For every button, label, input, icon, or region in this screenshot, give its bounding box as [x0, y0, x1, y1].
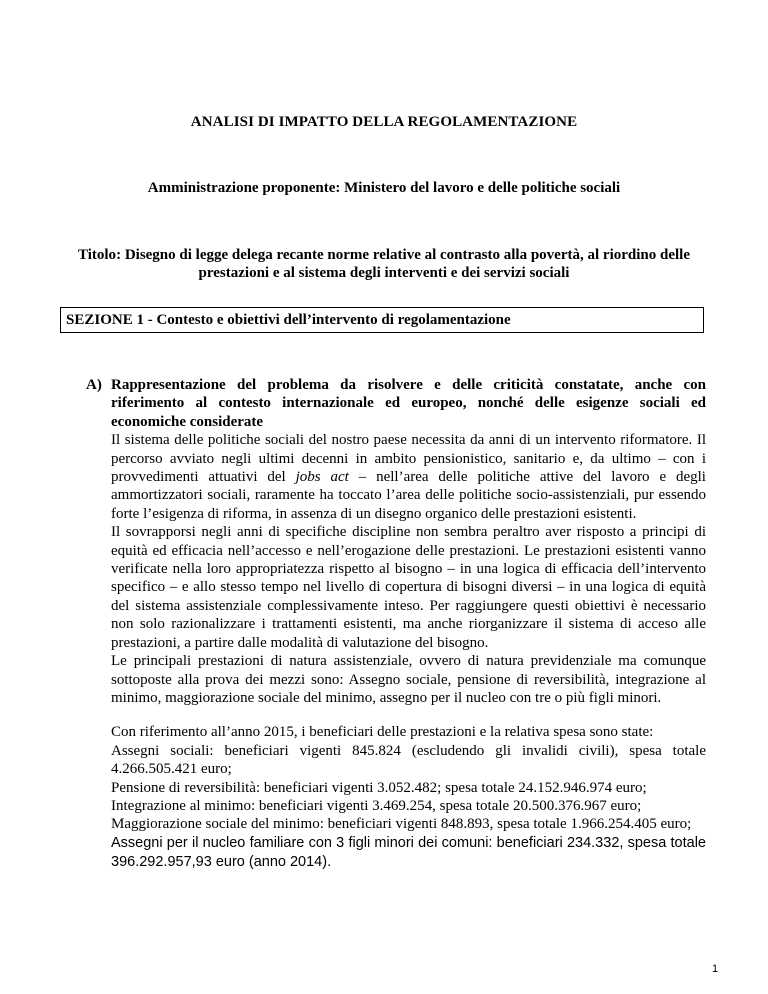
paragraph-1 — [111, 431, 706, 523]
bill-title-block — [70, 246, 698, 282]
part-a-heading: Rappresentazione del problema da risolvere e delle criticità constatate, anche con riferimento al contesto internazionale ed europeo, nonché delle esigenze sociali ed economiche considerate — [111, 377, 706, 430]
part-a-content — [111, 376, 706, 872]
integrazione-minimo-line: Integrazione al minimo: beneficiari vigenti 3.469.254, spesa totale 20.500.376.967 euro; — [111, 797, 642, 814]
bill-title-text: Disegno di legge delega recante norme relative al contrasto alla povertà, al riordino delle prestazioni e al sistema degli interventi e dei servizi sociali — [124, 247, 690, 281]
paragraph-4: Con riferimento all’anno 2015, i beneficiari delle prestazioni e la relativa spesa sono state: — [111, 724, 654, 741]
paragraph-2: Il sovrapporsi negli anni di specifiche discipline non sembra peraltro aver risposto a principi di equità ed efficacia nell’accesso e nell’erogazione delle prestazioni. Le prestazioni esistenti vanno verificate nella loro appropriatezza rispetto al bisogno – in una logica di efficacia dell’intervento specifico – e allo stesso tempo nel livello di copertura di bisogni diversi – in una logica di equità del sistema assistenziale complessivamente inteso. Per raggiungere questi obiettivi è necessario non solo razionalizzare i trattamenti esistenti, ma anche riorganizzare il sistema di acceso alle prestazioni, a partire dalle modalità di valutazione del bisogno. — [111, 524, 706, 651]
jobs-act-term: jobs act — [295, 469, 349, 486]
paragraph-1-start: Il sistema delle politiche sociali del nostro paese necessita da anni di un intervento riformatore. Il percorso avviato negli ultimi decenni in ambito pensionistico, sanitario e, da ultimo – con i provvedimenti attuativi del — [111, 432, 706, 486]
document-title: ANALISI DI IMPATTO DELLA REGOLAMENTAZIONE — [190, 114, 578, 130]
part-a — [86, 376, 706, 872]
part-a-marker: A) — [86, 377, 102, 393]
paragraph-3: Le principali prestazioni di natura assistenziale, ovvero di natura previdenziale ma comunque sottoposte alla prova dei mezzi sono: Assegno sociale, pensione di reversibilità, integrazione al minimo, maggiorazione sociale del minimo, assegno per il nucleo con tre o più figli minori. — [111, 653, 706, 706]
assegni-sociali-line: Assegni sociali: beneficiari vigenti 845.824 (escludendo gli invalidi civili), spesa totale 4.266.505.421 euro; — [111, 742, 706, 778]
assegni-nucleo-line: Assegni per il nucleo familiare con 3 figli minori dei comuni: beneficiari 234.332, spesa totale 396.292.957,93 euro (anno 2014). — [111, 834, 706, 870]
maggiorazione-sociale-line: Maggiorazione sociale del minimo: beneficiari vigenti 848.893, spesa totale 1.966.254.405 euro; — [111, 816, 692, 833]
section-heading-box: SEZIONE 1 - Contesto e obiettivi dell’intervento di regolamentazione — [60, 307, 704, 333]
bill-title-label: Titolo — [77, 247, 117, 263]
reversibilita-line: Pensione di reversibilità: beneficiari vigenti 3.052.482; spesa totale 24.152.946.974 euro; — [111, 779, 647, 796]
paragraph-1-end: – nell’area delle politiche attive del lavoro e degli ammortizzatori sociali, raramente ha toccato l’area delle politiche socio-assistenziali, pur essendo forte l’esigenza di riforma, in assenza di un disegno organico delle prestazioni esistenti. — [111, 469, 706, 522]
page-number: 1 — [712, 963, 719, 975]
bill-title-separator: : — [116, 247, 125, 263]
proposing-administration: Amministrazione proponente: Ministero del lavoro e delle politiche sociali — [147, 180, 621, 196]
